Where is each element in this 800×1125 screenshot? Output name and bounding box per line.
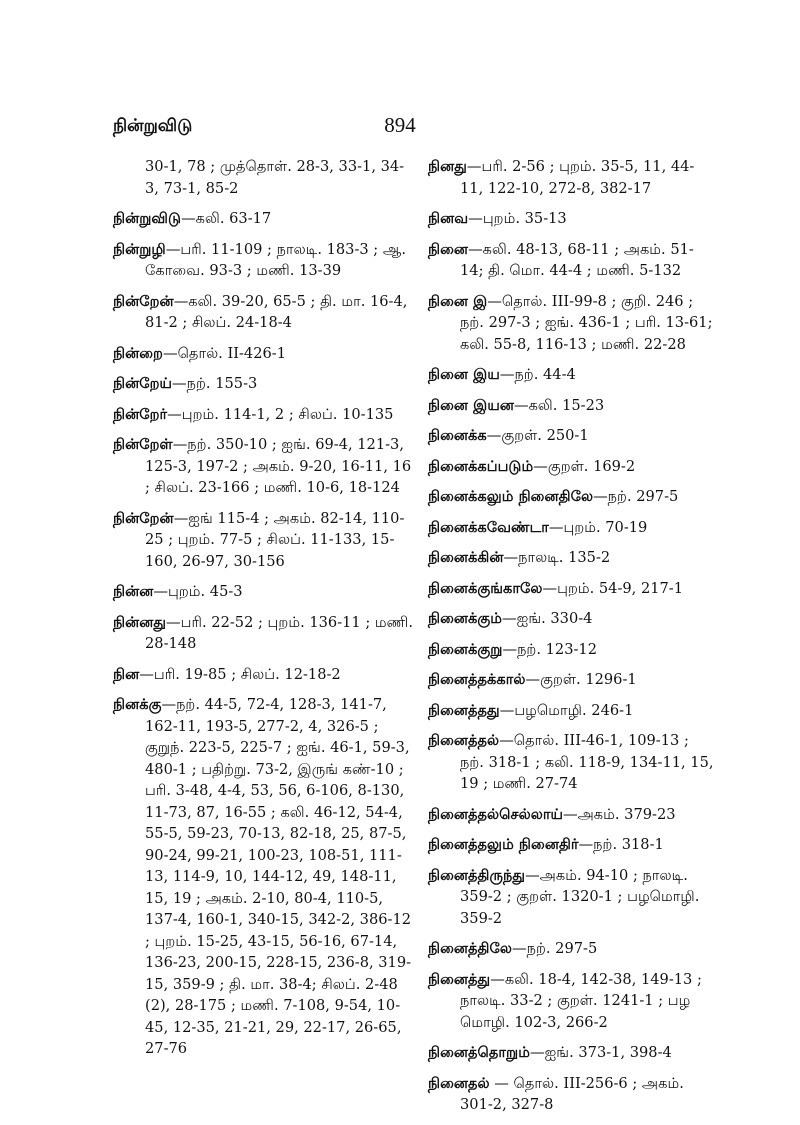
entry-headword: நின்றை: [113, 344, 163, 362]
index-entry: [428, 865, 714, 930]
entry-references: —பரி. 2-56 ; புறம். 35-5, 11, 44-11, 122-10, 272-8, 382-17: [460, 158, 695, 197]
entry-references: —தொல். III-46-1, 109-13 ; நற். 318-1 ; கலி. 118-9, 134-11, 15, 19 ; மணி. 27-74: [460, 732, 714, 792]
entry-references: —அகம். 379-23: [562, 805, 676, 823]
entry-references: —குறள். 1296-1: [525, 671, 637, 688]
entry-headword: நினைத்தது: [428, 701, 500, 719]
entry-headword: நினை: [428, 240, 469, 258]
entry-headword: நின்றுவிடு: [113, 210, 182, 227]
index-entry: [428, 364, 714, 386]
entry-references: —பரி. 19-85 ; சிலப். 12-18-2: [139, 665, 341, 683]
entry-references: —நற். 44-5, 72-4, 128-3, 141-7, 162-11, 193-5, 277-2, 4, 326-5 ; குறுந். 223-5, 225-7 ; ஐங். 46-1, 59-3, 480-1 ; பதிற்று. 73-2, இருங் கண்-10 ; பரி. 3-48, 4-4, 53, 56, 6-106, 8-130, 11-73, 87, 16-55 ; கலி. 46-12, 54-4, 55-5, 59-23, 70-13, 82-18, 25, 87-5, 90-24, 99-21, 100-23, 108-51, 111-13, 114-9, 10, 144-12, 49, 148-11, 15, 19 ; அகம். 2-10, 80-4, 110-5, 137-4, 160-1, 340-15, 342-2, 386-12 ; புறம். 15-25, 43-15, 56-16, 67-14, 136-23, 200-15, 228-15, 236-8, 319-15, 359-9 ; தி. மா. 38-4; சிலப். 2-48 (2), 28-175 ; மணி. 7-108, 9-54, 10-45, 12-35, 21-21, 29, 22-17, 26-65, 27-76: [145, 696, 412, 1057]
entry-headword: நினைத்தொறும்: [428, 1044, 530, 1061]
entry-headword: நினைக்குறு: [428, 640, 503, 658]
index-entry: [113, 239, 413, 282]
entry-headword: நின்றேர்: [113, 405, 168, 423]
entry-references: —புறம். 54-9, 217-1: [542, 579, 684, 597]
entry-headword: நினக்கு: [113, 696, 162, 713]
index-entry: [113, 291, 413, 334]
entry-references: —நாலடி. 135-2: [503, 549, 611, 566]
entry-headword: நின: [113, 665, 140, 683]
entry-headword: நின்னது: [113, 613, 167, 631]
entry-references: —பரி. 11-109 ; நாலடி. 183-3 ; ஆ. கோவை. 93-3 ; மணி. 13-39: [145, 240, 406, 279]
index-entry: [428, 425, 714, 447]
entry-headword: நினைத்திருந்து: [428, 866, 526, 884]
entry-headword: நினைத்து: [428, 970, 491, 988]
entry-references: —புறம். 45-3: [153, 583, 243, 600]
entry-references: —கலி. 39-20, 65-5 ; தி. மா. 16-4, 81-2 ; சிலப். 24-18-4: [145, 292, 408, 331]
entry-headword: நினைக்கவேண்டா: [428, 518, 549, 536]
index-entry: [428, 1073, 714, 1116]
entry-headword: நினைத்தலும் நினைதிர்: [428, 836, 579, 853]
entry-references: —அகம். 94-10 ; நாலடி. 359-2 ; குறள். 1320-1 ; பழமொழி. 359-2: [460, 866, 700, 927]
entry-references: —புறம். 70-19: [548, 518, 648, 536]
entry-references: —நற். 123-12: [502, 640, 597, 658]
index-entry: [428, 208, 714, 230]
entry-headword: நினைத்தக்கால்: [428, 671, 526, 688]
index-entry: [428, 291, 714, 356]
index-entry: [113, 434, 413, 499]
index-entry: [113, 343, 413, 365]
index-entry: [428, 578, 714, 600]
index-entry: [113, 156, 413, 199]
entry-references: —தொல். II-426-1: [162, 344, 286, 362]
entry-headword: நினைக்க: [428, 427, 487, 444]
entry-references: —நற். 318-1: [578, 836, 664, 853]
index-entry: [428, 804, 714, 826]
entry-headword: நினை இய: [428, 366, 500, 383]
index-entry: [428, 639, 714, 661]
entry-references: —நற். 44-4: [499, 366, 576, 383]
index-entry: [428, 669, 714, 691]
index-entry: [428, 1042, 714, 1064]
entry-references: 30-1, 78 ; முத்தொள். 28-3, 33-1, 34-3, 73-1, 85-2: [145, 158, 405, 197]
index-entry: [428, 395, 714, 417]
left-column: [113, 156, 413, 1069]
index-entry: [428, 156, 714, 199]
entry-references: —குறள். 250-1: [486, 427, 589, 444]
entry-references: —நற். 350-10 ; ஐங். 69-4, 121-3, 125-3, 197-2 ; அகம். 9-20, 16-11, 16 ; சிலப். 23-166 ; மணி. 10-6, 18-124: [145, 436, 412, 496]
entry-references: —ஐங். 330-4: [502, 610, 593, 627]
entry-headword: நின்றேன்: [113, 292, 174, 310]
index-entry: [428, 517, 714, 539]
index-entry: [113, 612, 413, 655]
entry-references: —நற். 297-5: [512, 940, 598, 957]
entry-references: —நற். 155-3: [172, 375, 258, 392]
index-entry: [113, 404, 413, 426]
entry-headword: நினை இ: [428, 292, 488, 310]
index-entry: [428, 456, 714, 478]
running-head: நின்றுவிடு: [113, 116, 193, 136]
entry-references: —குறள். 169-2: [533, 457, 636, 475]
right-column: [428, 156, 714, 1125]
index-entry: [428, 486, 714, 508]
entry-headword: நினை இயன: [428, 396, 514, 414]
entry-headword: நின்றேய்: [113, 375, 173, 392]
index-entry: [428, 700, 714, 722]
entry-headword: நினவ: [428, 210, 469, 227]
entry-headword: நின்றேள்: [113, 436, 173, 453]
index-entry: [113, 373, 413, 395]
index-entry: [113, 208, 413, 230]
entry-references: —ஐங். 373-1, 398-4: [530, 1044, 672, 1061]
entry-headword: நினைத்தல்: [428, 732, 500, 749]
entry-headword: நினைக்கப்படும்: [428, 457, 534, 475]
index-entry: [113, 694, 413, 1060]
index-entry: [428, 239, 714, 282]
entry-references: —நற். 297-5: [593, 488, 679, 505]
entry-headword: நின்றேன்: [113, 509, 174, 527]
entry-references: —தொல். III-99-8 ; குறி. 246 ; நற். 297-3 ; ஐங். 436-1 ; பரி. 13-61; கலி. 55-8, 116-13 ; மணி. 22-28: [460, 292, 713, 353]
entry-headword: நின்ன: [113, 583, 154, 600]
entry-headword: நினைக்கலும் நினைதிலே: [428, 488, 594, 505]
entry-headword: நின்றுழி: [113, 240, 166, 258]
entry-references: — தொல். III-256-6 ; அகம். 301-2, 327-8: [460, 1074, 684, 1113]
entry-headword: நினைத்திலே: [428, 940, 512, 957]
entry-references: —கலி. 63-17: [181, 210, 272, 227]
entry-references: —புறம். 35-13: [468, 210, 567, 227]
index-entry: [113, 508, 413, 573]
entry-references: —பழமொழி. 246-1: [499, 701, 634, 719]
entry-references: —ஐங் 115-4 ; அகம். 82-14, 110-25 ; புறம். 77-5 ; சிலப். 11-133, 15-160, 26-97, 30-156: [145, 509, 405, 570]
index-entry: [113, 664, 413, 686]
index-entry: [428, 834, 714, 856]
entry-headword: நினது: [428, 158, 467, 175]
entry-headword: நினைக்கின்: [428, 549, 504, 566]
entry-headword: நினைக்குங்காலே: [428, 579, 543, 597]
index-entry: [113, 581, 413, 603]
index-entry: [428, 969, 714, 1034]
entry-headword: நினைதல்: [428, 1074, 490, 1092]
entry-headword: நினைத்தல்செல்லாய்: [428, 805, 563, 823]
entry-references: —கலி. 48-13, 68-11 ; அகம். 51-14; தி. மொ. 44-4 ; மணி. 5-132: [460, 240, 694, 279]
page-number: 894: [384, 113, 416, 137]
entry-headword: நினைக்கும்: [428, 610, 503, 627]
entry-references: —கலி. 15-23: [514, 396, 605, 414]
entry-references: —கலி. 18-4, 142-38, 149-13 ; நாலடி. 33-2 ; குறள். 1241-1 ; பழ மொழி. 102-3, 266-2: [460, 970, 702, 1031]
index-entry: [428, 730, 714, 795]
index-entry: [428, 938, 714, 960]
index-entry: [428, 608, 714, 630]
index-entry: [428, 547, 714, 569]
entry-references: —புறம். 114-1, 2 ; சிலப். 10-135: [167, 405, 394, 423]
entry-references: —பரி. 22-52 ; புறம். 136-11 ; மணி. 28-148: [145, 613, 414, 652]
